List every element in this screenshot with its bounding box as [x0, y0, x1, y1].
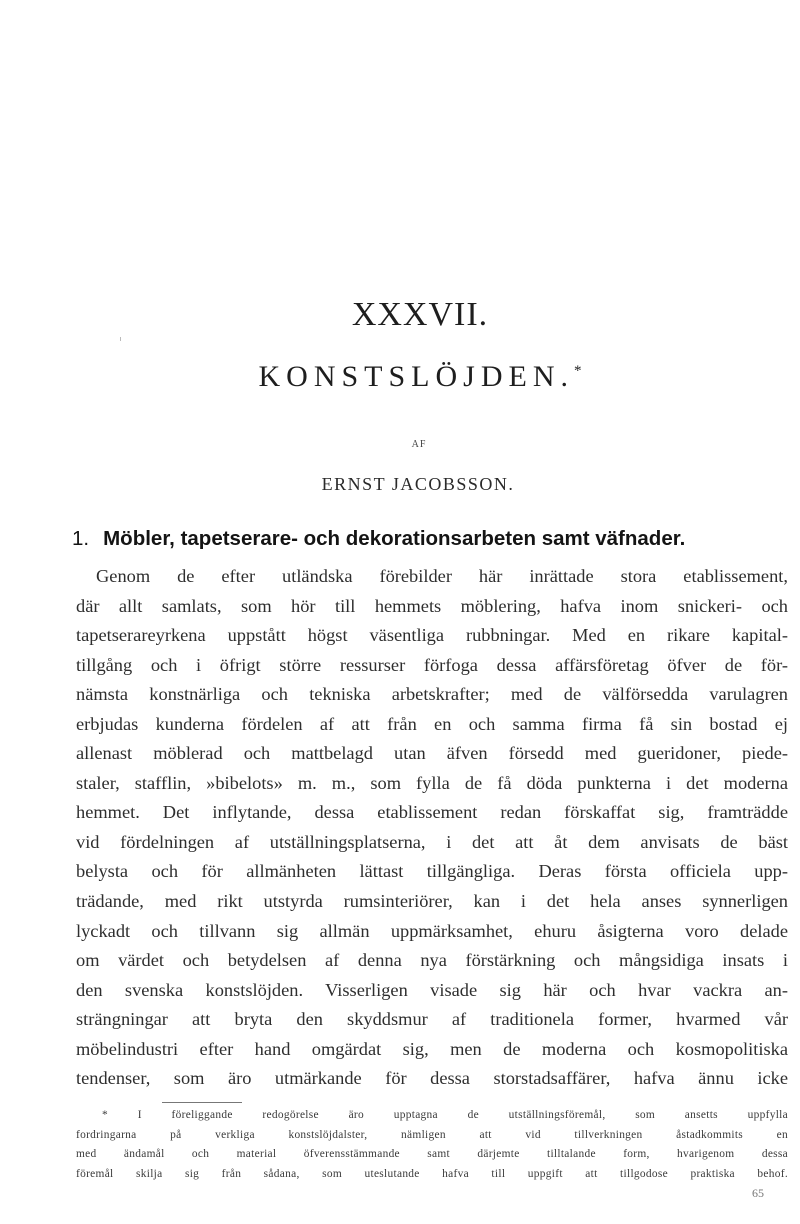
body-text [76, 562, 788, 1094]
body-line: Genom de efter utländska förebilder här inrättade stora etablissement, [96, 566, 788, 586]
footnote-divider [162, 1102, 242, 1103]
body-line: hemmet. Det inflytande, dessa etablissement redan förskaffat sig, framträdde [76, 802, 788, 823]
body-line: staler, stafflin, »bibelots» m. m., som fylla de få döda punkterna i det moderna [76, 772, 788, 793]
body-line: lyckadt och tillvann sig allmän uppmärksamhet, ehuru åsigterna voro delade [76, 920, 788, 941]
body-line: möbelindustri efter hand omgärdat sig, men de moderna och kosmopolitiska [76, 1038, 788, 1059]
footnote-line: fordringarna på verkliga konstslöjdalster, nämligen att vid tillverkningen åstadkommits en [76, 1128, 788, 1141]
chapter-title: KONSTSLÖJDEN. [258, 360, 574, 393]
body-line: den svenska konstslöjden. Visserligen visade sig här och hvar vackra an- [76, 979, 788, 1000]
body-line: trädande, med rikt utstyrda rumsinteriörer, kan i det hela anses synnerligen [76, 891, 788, 912]
body-line: där allt samlats, som hör till hemmets möblering, hafva inom snickeri- och [76, 595, 788, 616]
body-line: belysta och för allmänheten lättast tillgängliga. Deras första officiela upp- [76, 861, 788, 882]
body-line: om värdet och betydelsen af denna nya förstärkning och mångsidiga insats i [76, 950, 788, 971]
section-title: Möbler, tapetserare- och dekorationsarbeten samt väfnader. [103, 527, 686, 550]
footnote-line: föremål skilja sig från sådana, som uteslutande hafva till uppgift att tillgodose praktiska behof. [76, 1168, 788, 1181]
scan-speck [120, 337, 121, 341]
footnote-line: * I föreliggande redogörelse äro upptagna de utställningsföremål, som ansetts uppfylla [102, 1109, 788, 1121]
body-line: strängningar att bryta den skyddsmur af traditionela former, hvarmed vår [76, 1009, 788, 1030]
footnotes [76, 1106, 788, 1185]
footnote-line: med ändamål och material öfverensstämmande samt därjemte tilltalande form, hvarigenom dessa [76, 1148, 788, 1161]
byline-prefix: AF [411, 439, 427, 450]
page-number: 65 [752, 1186, 764, 1200]
body-line: vid fördelningen af utställningsplatserna, i det att åt dem anvisats de bäst [76, 831, 788, 852]
section-number: 1. [72, 527, 90, 550]
body-line: nämsta konstnärliga och tekniska arbetskrafter; med de välförsedda varulagren [76, 684, 788, 705]
footnote-marker: * [574, 363, 582, 379]
body-line: tillgång och i öfrigt större ressurser förfoga dessa affärsföretag öfver de för- [76, 654, 788, 675]
chapter-title-block [0, 360, 800, 394]
author-name: ERNST JACOBSSON. [321, 474, 515, 494]
chapter-number: XXXVII. [351, 296, 489, 333]
body-line: allenast möblerad och mattbelagd utan äfven försedd med gueridoner, piede- [76, 743, 788, 764]
section-heading [72, 527, 772, 551]
body-line: tendenser, som äro utmärkande för dessa storstadsaffärer, hafva ännu icke [76, 1068, 788, 1089]
body-line: tapetserareyrkena uppstått högst väsentliga rubbningar. Med en rikare kapital- [76, 625, 788, 646]
body-line: erbjudas kunderna fördelen af att från en och samma firma få sin bostad ej [76, 713, 788, 734]
